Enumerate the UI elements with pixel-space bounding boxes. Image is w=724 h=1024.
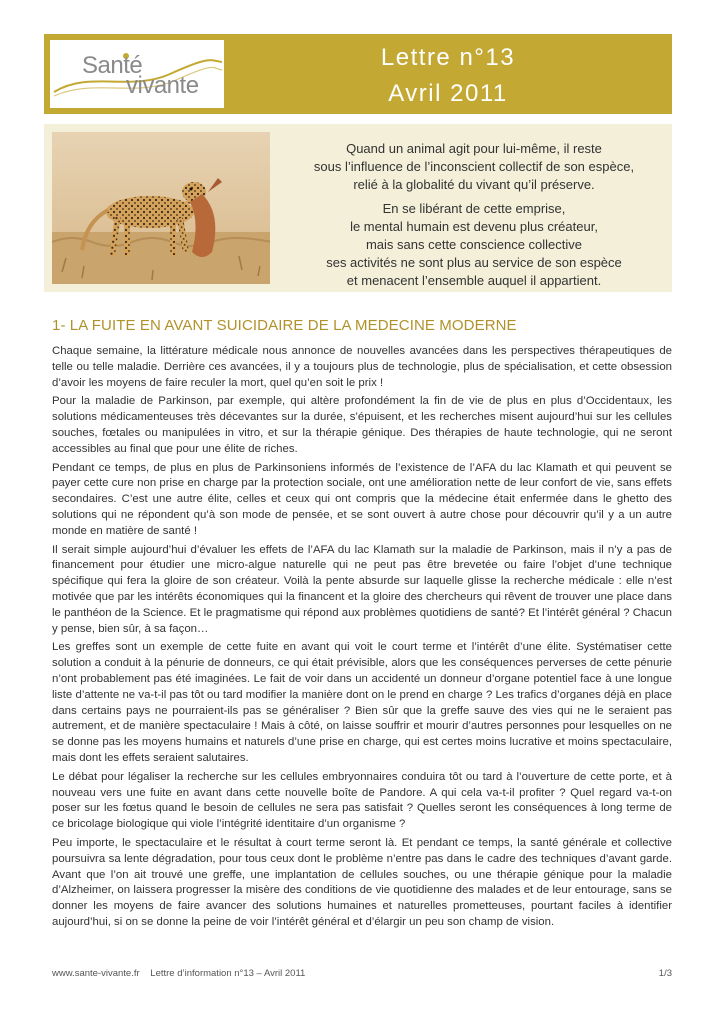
intro-band xyxy=(44,124,672,292)
quote-line: sous l’influence de l’inconscient collectif de son espèce, xyxy=(313,159,635,174)
article-paragraph: Les greffes sont un exemple de cette fuite en avant qui voit le court terme et l’intérêt d’une élite. Systématiser cette solution a conduit à la pénurie de donneurs, ce qui était prévisible, alors que les conséquences perverses de cette pénurie n’ont probablement pas été imaginées. Le fait de voir dans un accidenté un donneur d’organe potentiel face à une longue liste d’attente ne va-t-il pas tôt ou tard modifier la manière dont on le prend en charge ? Les trafics d’organes déjà en place dans certains pays ne pourraient-ils pas se généraliser ? Bien sûr que la greffe sauve des vies qui ne le seraient pas autrement, et de manière spectaculaire ! Mais à côté, on laisse souffrir et mourir d’autres personnes pour lesquelles on ne se donne pas les moyens humains et naturels d’une prise en charge, qui est certes moins lucrative et moins spectaculaire, mais dont les effets seraient salutaires. xyxy=(52,641,672,764)
article-paragraph: Chaque semaine, la littérature médicale nous annonce de nouvelles avancées dans les perspectives thérapeutiques de telle ou telle maladie. Derrière ces avancées, il y a toujours plus de technologie, plus de spécialisation, et cette obsession d’avoir les moyens de faire reculer la mort, quel qu’en soit le prix ! xyxy=(52,345,672,389)
section-title: 1- LA FUITE EN AVANT SUICIDAIRE DE LA MEDECINE MODERNE xyxy=(52,317,517,334)
quote-line: ses activités ne sont plus au service de son espèce xyxy=(326,255,622,270)
quote-line: et menacent l’ensemble auquel il appartient. xyxy=(346,273,602,288)
article-paragraph: Pour la maladie de Parkinson, par exemple, qui altère profondément la fin de vie de plus en plus d’Occidentaux, les solutions médicamenteuses très décevantes sur la durée, s’épuisent, et les recherches misent aujourd’hui sur les cellules souches, fœtales ou manipulées in vitro, et sur la thérapie génique. Des thérapies de haute technologie, qui ne seront accessibles au final que pour une élite de riches. xyxy=(52,395,672,455)
footer-newsletter-label: Lettre d’information n°13 – Avril 2011 xyxy=(150,968,306,979)
footer-left xyxy=(52,968,305,979)
quote-line: Quand un animal agit pour lui-même, il reste xyxy=(346,141,602,156)
quote-line: En se libérant de cette emprise, xyxy=(382,201,566,216)
article-paragraph: Il serait simple aujourd’hui d’évaluer les effets de l’AFA du lac Klamath sur la maladie de Parkinson, mais il n’y a pas de financement pour étudier une micro-algue naturelle qui ne peut pas être brevetée ou faire l’objet d’une technique spécifique qui fera la gloire de son créateur. Voilà la pente absurde sur laquelle glisse la recherche médicale : elle n’est motivée que par les intérêts économiques qui la financent et la gloire des chercheurs qui rêvent de trouver une place dans le panthéon de la Science. Et le pragmatisme qui répond aux problèmes quotidiens de santé? Et l’intérêt général ? Chacun y pense, bien sûr, à sa façon… xyxy=(52,543,672,635)
logo-text-sante: Santé xyxy=(82,52,143,79)
header-band xyxy=(44,34,672,114)
article-paragraph: Pendant ce temps, de plus en plus de Parkinsoniens informés de l’existence de l’AFA du lac Klamath et qui peuvent se payer cette cure non prise en charge par la protection sociale, ont une amélioration nette de leur confort de vie, sans effets secondaires. C’est une autre élite, celles et ceux qui ont compris que la médecine était enfermée dans le ghetto des solutions qui ne répondent qu’à son mode de pensée, et se sont ouvert à autre chose pour découvrir qu’il y a un autre monde en matière de santé ! xyxy=(52,461,672,537)
issue-number: Lettre n°13 xyxy=(380,44,516,71)
issue-date: Avril 2011 xyxy=(388,80,508,107)
intro-quote xyxy=(284,140,664,290)
cheetah-photo-icon xyxy=(52,132,270,284)
article-body xyxy=(52,344,672,934)
footer-website-link[interactable]: www.sante-vivante.fr xyxy=(52,968,140,979)
logo xyxy=(50,40,224,108)
page-number: 1/3 xyxy=(658,968,672,979)
article-paragraph: Le débat pour légaliser la recherche sur les cellules embryonnaires conduira tôt ou tard à l’ouverture de cette porte, et à nouveau vers une fuite en avant dans cette nouvelle boîte de Pandore. A qui cela va-t-il profiter ? Quel regard va-t-on poser sur les fœtus quand le besoin de cellules ne sera pas satisfait ? Quelles seront les conséquences à long terme de ce bricolage biologique qui viole l’intégrité identitaire d’un organisme ? xyxy=(52,770,672,831)
quote-line: relié à la globalité du vivant qu’il préserve. xyxy=(353,177,595,192)
cheetah-photo xyxy=(52,132,270,284)
quote-line: mais sans cette conscience collective xyxy=(365,237,583,252)
article-paragraph: Peu importe, le spectaculaire et le résultat à court terme seront là. Et pendant ce temps, la santé générale et collective poursuivra sa lente dégradation, pour tous ceux dont le problème n’entre pas dans le cadre des techniques d’avant garde. Avant que l’on ait trouvé une greffe, une implantation de cellules souches, ou une thérapie génique pour la maladie d’Alzheimer, on laissera progresser la misère des conditions de vie quotidienne des malades et de leur entourage, sans se donner les moyens de faire avancer des solutions humaines et naturelles prometteuses, pourtant faciles à identifier aujourd’hui, si on se donne la peine de voir l’intérêt général et d’élargir un peu son champ de vision. xyxy=(52,836,672,928)
logo-text-vivante: vivante xyxy=(126,72,199,99)
quote-paragraph-2 xyxy=(284,200,664,290)
quote-line: le mental humain est devenu plus créateur, xyxy=(350,219,598,234)
quote-paragraph-1 xyxy=(284,140,664,194)
